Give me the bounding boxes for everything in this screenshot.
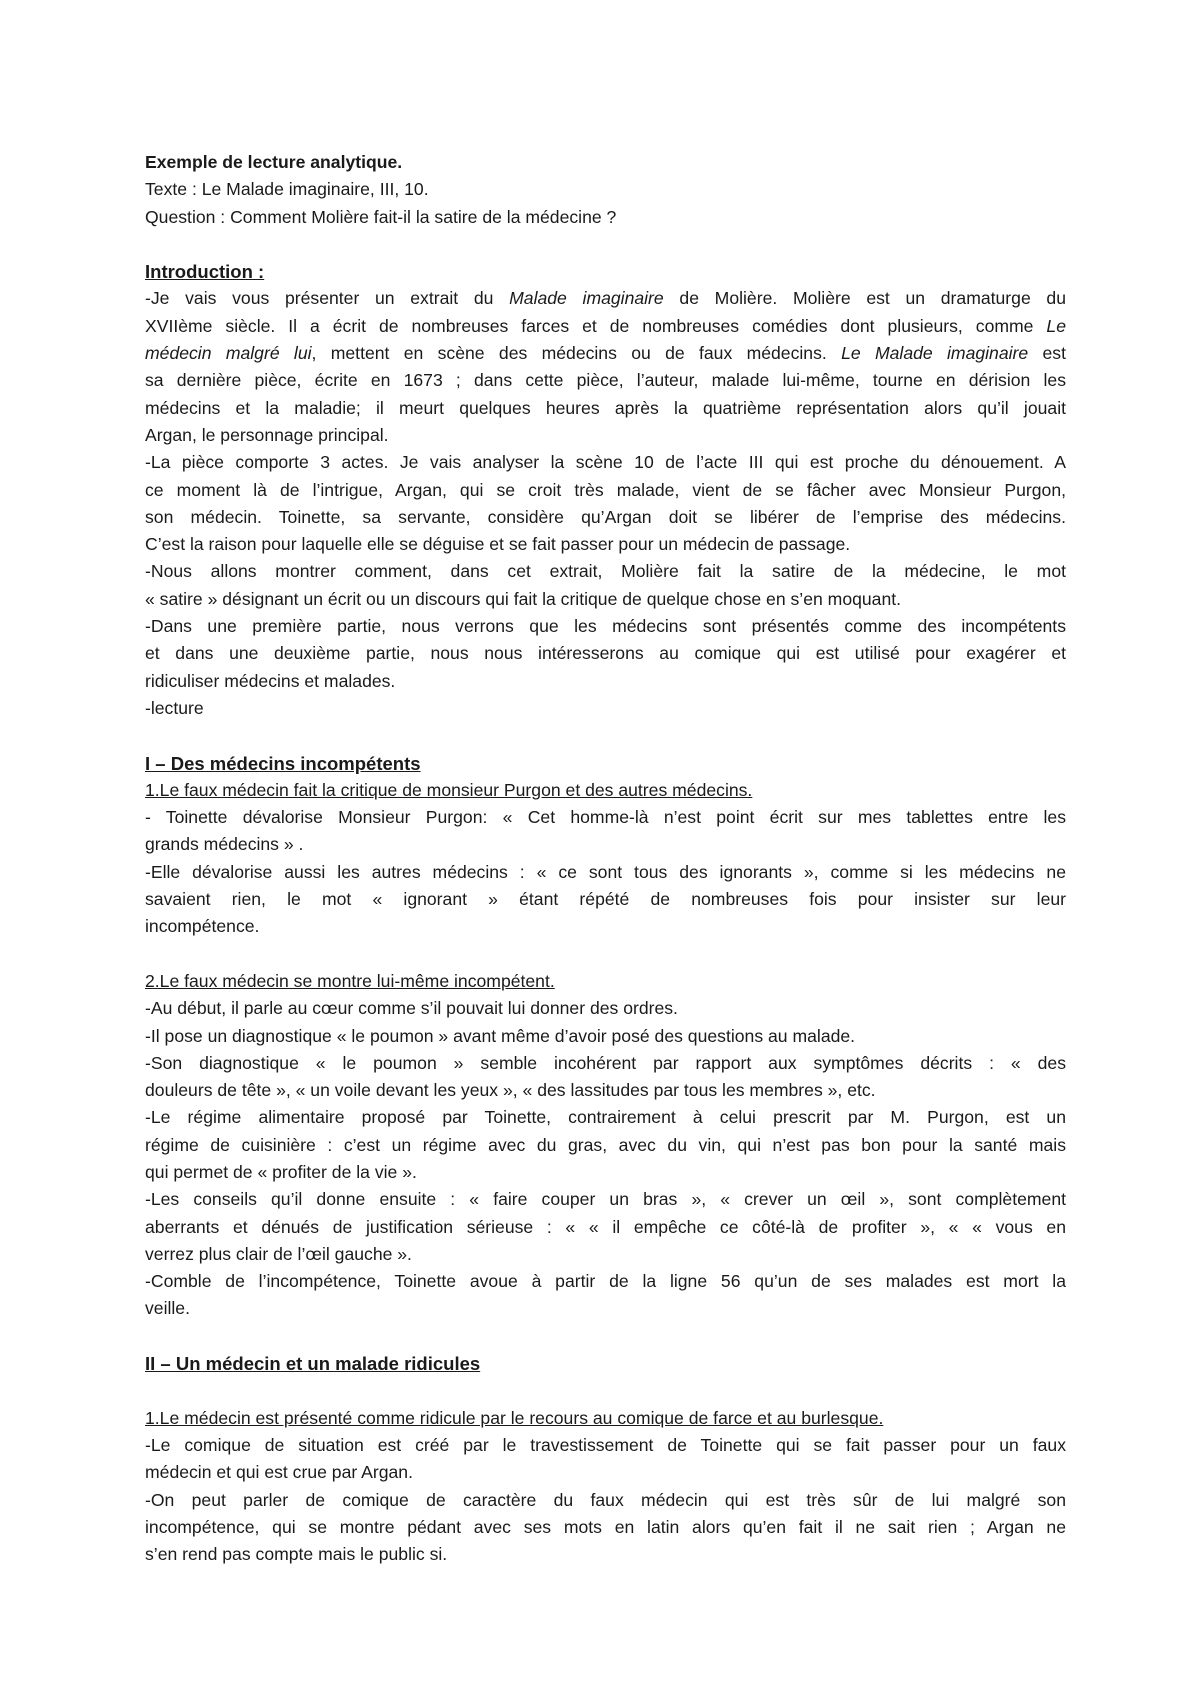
paragraph-line: incompétence, qui se montre pédant avec ses mots en latin alors qu’en fait il ne sait rien ; Argan ne — [145, 1516, 1066, 1537]
paragraph-line: régime de cuisinière : c’est un régime avec du gras, avec du vin, qui n’est pas bon pour la santé mais — [145, 1134, 1066, 1155]
paragraph-line: -Il pose un diagnostique « le poumon » avant même d’avoir posé des questions au malade. — [145, 1025, 856, 1046]
subsection-title: 1.Le médecin est présenté comme ridicule par le recours au comique de farce et au burlesque. — [145, 1407, 884, 1428]
paragraph-line: -lecture — [145, 697, 204, 718]
paragraph-line: son médecin. Toinette, sa servante, considère qu’Argan doit se libérer de l’emprise des médecins. — [145, 506, 1066, 527]
paragraph-line: - Toinette dévalorise Monsieur Purgon: « Cet homme-là n’est point écrit sur mes tablettes entre les — [145, 807, 1066, 828]
paragraph-line: -Elle dévalorise aussi les autres médecins : « ce sont tous des ignorants », comme si les médecins ne — [145, 861, 1066, 882]
blank-line — [145, 1323, 1066, 1350]
text-run: XVIIème siècle. Il a écrit de nombreuses farces et de nombreuses comédies dont plusieurs, comme — [145, 315, 1047, 336]
question-line: Question : Comment Molière fait-il la satire de la médecine ? — [145, 206, 617, 227]
paragraph-line: -Son diagnostique « le poumon » semble incohérent par rapport aux symptômes décrits : « des — [145, 1052, 1066, 1073]
paragraph-line: médecins et la maladie; il meurt quelques heures après la quatrième représentation alors qu’il jouait — [145, 397, 1066, 418]
paragraph-line: savaient rien, le mot « ignorant » étant répété de nombreuses fois pour insister sur leur — [145, 889, 1066, 910]
paragraph-line: qui permet de « profiter de la vie ». — [145, 1161, 417, 1182]
paragraph-line: s’en rend pas compte mais le public si. — [145, 1544, 448, 1565]
text-run: est — [1028, 343, 1066, 364]
text-reference: Texte : Le Malade imaginaire, III, 10. — [145, 179, 429, 200]
paragraph-line: ce moment là de l’intrigue, Argan, qui se croit très malade, vient de se fâcher avec Monsieur Purgon, — [145, 479, 1066, 500]
paragraph-line: médecin et qui est crue par Argan. — [145, 1462, 413, 1483]
paragraph-line: sa dernière pièce, écrite en 1673 ; dans cette pièce, l’auteur, malade lui-même, tourne en dérision les — [145, 370, 1066, 391]
paragraph-line: -On peut parler de comique de caractère du faux médecin qui est très sûr de lui malgré son — [145, 1489, 1066, 1510]
paragraph-line: C’est la raison pour laquelle elle se déguise et se fait passer pour un médecin de passage. — [145, 534, 851, 555]
document-title: Exemple de lecture analytique. — [145, 152, 403, 172]
italic-title: Le Malade imaginaire — [841, 343, 1029, 364]
paragraph-line: -Au début, il parle au cœur comme s’il pouvait lui donner des ordres. — [145, 998, 678, 1019]
paragraph-line: -La pièce comporte 3 actes. Je vais analyser la scène 10 de l’acte III qui est proche du dénouement. A — [145, 452, 1066, 473]
subsection-title: 2.Le faux médecin se montre lui-même incompétent. — [145, 970, 555, 991]
blank-line — [145, 722, 1066, 749]
text-run: , mettent en scène des médecins ou de faux médecins. — [311, 343, 842, 364]
paragraph-line: -Le régime alimentaire proposé par Toinette, contrairement à celui prescrit par M. Purgon, est un — [145, 1107, 1066, 1128]
paragraph-line: -Les conseils qu’il donne ensuite : « faire couper un bras », « crever un œil », sont complètement — [145, 1189, 1066, 1210]
blank-line — [145, 941, 1066, 968]
italic-title: Le — [1046, 315, 1066, 336]
paragraph-line: -Comble de l’incompétence, Toinette avoue à partir de la ligne 56 qu’un de ses malades est mort la — [145, 1271, 1066, 1292]
paragraph-line: aberrants et dénués de justification sérieuse : « « il empêche ce côté-là de profiter », « « vous en — [145, 1216, 1066, 1237]
paragraph-line: douleurs de tête », « un voile devant les yeux », « des lassitudes par tous les membres », etc. — [145, 1080, 876, 1101]
paragraph-line: Argan, le personnage principal. — [145, 424, 389, 445]
italic-title: Malade imaginaire — [509, 288, 664, 309]
blank-line — [145, 231, 1066, 258]
paragraph-line: « satire » désignant un écrit ou un discours qui fait la critique de quelque chose en s’en moquant. — [145, 588, 902, 609]
paragraph-line — [145, 340, 1066, 367]
paragraph-line — [145, 285, 1066, 312]
paragraph-line: veille. — [145, 1298, 190, 1319]
part2-heading: II – Un médecin et un malade ridicules — [145, 1353, 481, 1375]
paragraph-line: ridiculiser médecins et malades. — [145, 670, 396, 691]
paragraph-line: et dans une deuxième partie, nous nous intéresserons au comique qui est utilisé pour exagérer et — [145, 643, 1066, 664]
part1-heading: I – Des médecins incompétents — [145, 752, 421, 774]
intro-heading: Introduction : — [145, 261, 265, 283]
blank-line — [145, 1377, 1066, 1404]
subsection-title: 1.Le faux médecin fait la critique de monsieur Purgon et des autres médecins. — [145, 779, 753, 800]
paragraph-line: grands médecins » . — [145, 834, 304, 855]
paragraph-line: incompétence. — [145, 916, 260, 937]
paragraph-line — [145, 313, 1066, 340]
italic-title: médecin malgré lui — [145, 343, 312, 364]
text-run: de Molière. Molière est un dramaturge du — [663, 288, 1066, 309]
paragraph-line: -Le comique de situation est créé par le travestissement de Toinette qui se fait passer pour un faux — [145, 1434, 1066, 1455]
paragraph-line: verrez plus clair de l’œil gauche ». — [145, 1243, 412, 1264]
paragraph-line: -Dans une première partie, nous verrons que les médecins sont présentés comme des incompétents — [145, 616, 1066, 637]
text-run: -Je vais vous présenter un extrait du — [145, 288, 510, 309]
paragraph-line: -Nous allons montrer comment, dans cet extrait, Molière fait la satire de la médecine, le mot — [145, 561, 1066, 582]
document-page — [145, 149, 1066, 1568]
